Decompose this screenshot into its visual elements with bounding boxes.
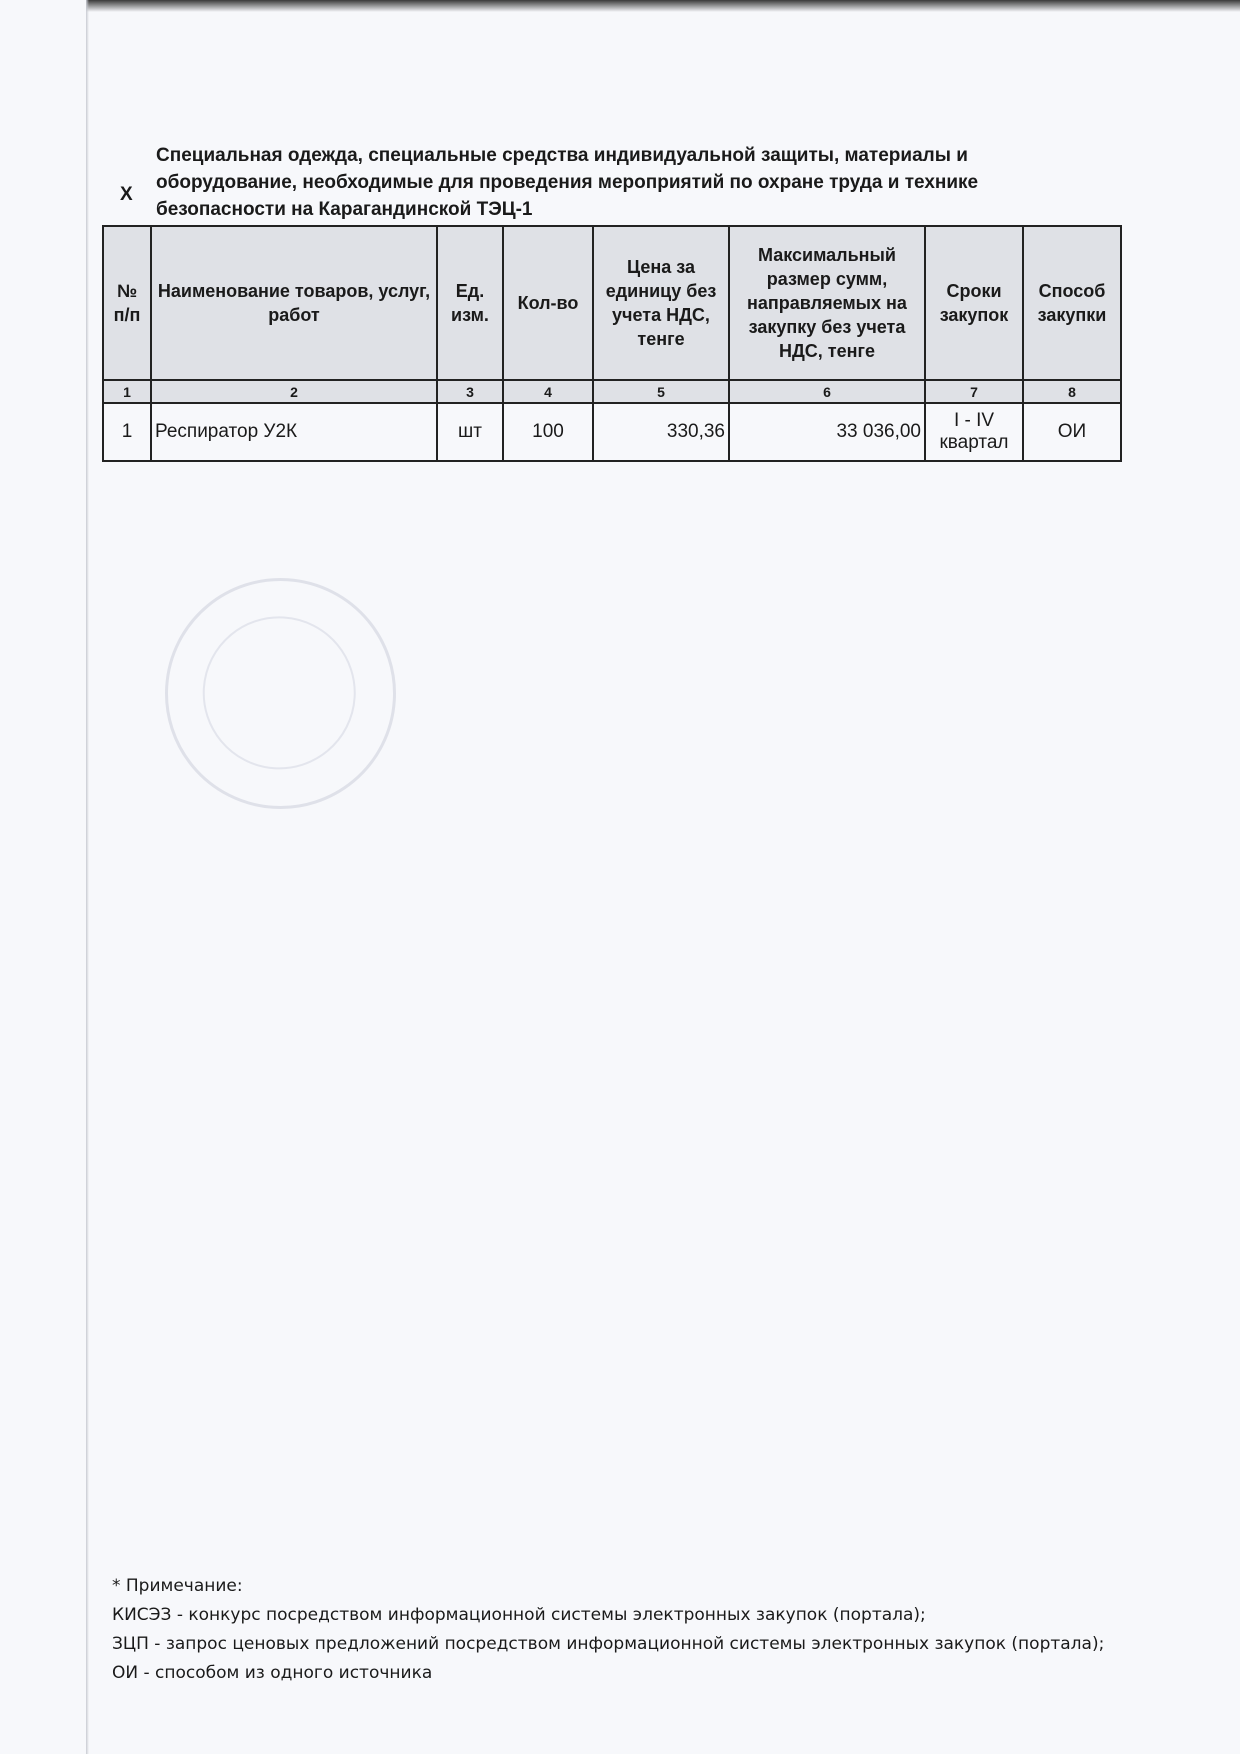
header-total: Максимальный размер сумм, направляемых на закупку без учета НДС, тенге xyxy=(729,226,925,380)
column-number: 3 xyxy=(437,380,503,403)
column-number: 1 xyxy=(103,380,151,403)
footnote-line-zcp: ЗЦП - запрос ценовых предложений посредством информационной системы электронных закупок (портала); xyxy=(112,1634,1105,1654)
section-title: Специальная одежда, специальные средства индивидуальной защиты, материалы и оборудование, необходимые для проведения мероприятий по охране труда и технике безопасности на Карагандинской ТЭЦ-1 xyxy=(156,145,979,220)
cell-unit: шт xyxy=(437,403,503,461)
header-name: Наименование товаров, услуг, работ xyxy=(151,226,437,380)
header-term: Сроки закупок xyxy=(925,226,1023,380)
header-method: Способ закупки xyxy=(1023,226,1121,380)
footnote xyxy=(112,1572,1112,1688)
table-row xyxy=(103,403,1121,461)
cell-term: I - IV квартал xyxy=(925,403,1023,461)
column-number: 5 xyxy=(593,380,729,403)
footnote-line-kisez: КИСЭЗ - конкурс посредством информационной системы электронных закупок (портала); xyxy=(112,1605,926,1625)
cell-qty: 100 xyxy=(503,403,593,461)
column-number: 7 xyxy=(925,380,1023,403)
cell-num: 1 xyxy=(103,403,151,461)
column-number: 6 xyxy=(729,380,925,403)
faded-stamp-inner-ring xyxy=(183,596,376,789)
faded-stamp xyxy=(135,548,426,839)
header-unit: Ед. изм. xyxy=(437,226,503,380)
table-header-row xyxy=(103,226,1121,380)
header-qty: Кол-во xyxy=(503,226,593,380)
cell-name: Респиратор У2К xyxy=(151,403,437,461)
scan-edge-top xyxy=(86,0,1240,12)
column-number: 2 xyxy=(151,380,437,403)
footnote-heading: * Примечание: xyxy=(112,1576,243,1596)
section-number: X xyxy=(120,184,133,205)
cell-method: ОИ xyxy=(1023,403,1121,461)
scan-edge-left xyxy=(86,0,89,1754)
cell-total: 33 036,00 xyxy=(729,403,925,461)
cell-price: 330,36 xyxy=(593,403,729,461)
header-price: Цена за единицу без учета НДС, тенге xyxy=(593,226,729,380)
column-number: 4 xyxy=(503,380,593,403)
header-num: № п/п xyxy=(103,226,151,380)
column-number-row xyxy=(103,380,1121,403)
footnote-line-oi: ОИ - способом из одного источника xyxy=(112,1663,433,1683)
purchase-table xyxy=(102,225,1122,462)
column-number: 8 xyxy=(1023,380,1121,403)
